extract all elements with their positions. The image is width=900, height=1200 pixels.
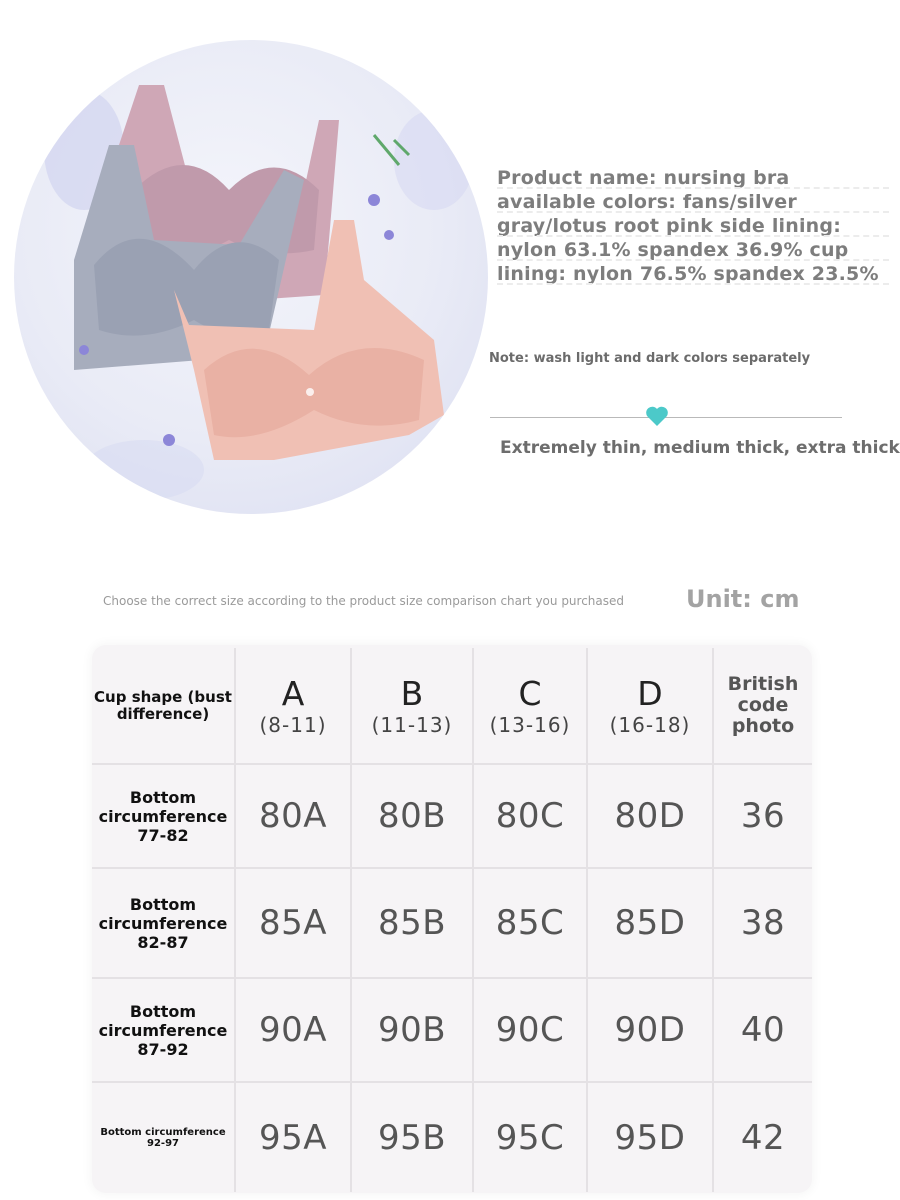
cup-letter: A [281,673,305,713]
british-size-cell: 40 [713,978,812,1082]
table-row [92,978,812,1082]
size-table [92,648,812,1192]
size-cell: 90C [473,978,587,1082]
info-line: available colors: fans/silver [497,190,897,214]
size-cell: 85B [351,868,473,978]
info-line: Product name: nursing bra [497,166,897,190]
size-cell: 80D [587,764,713,868]
cup-range: (8-11) [259,712,327,737]
unit-label: Unit: cm [686,585,800,613]
product-photo [14,40,488,514]
size-cell: 80A [235,764,351,868]
cup-letter: D [637,673,663,713]
cup-range: (16-18) [609,712,691,737]
product-info [497,166,897,286]
size-cell: 85C [473,868,587,978]
info-line: lining: nylon 76.5% spandex 23.5% [497,262,897,286]
size-cell: 95B [351,1082,473,1192]
row-label: Bottom circumference 82-87 [92,868,235,978]
size-cell: 80B [351,764,473,868]
size-cell: 95D [587,1082,713,1192]
cup-letter: C [518,673,542,713]
size-cell: 80C [473,764,587,868]
cup-header-b [351,648,473,764]
heart-icon [645,405,669,427]
row-label: Bottom circumference 87-92 [92,978,235,1082]
table-row [92,868,812,978]
size-cell: 85A [235,868,351,978]
size-chart-hint: Choose the correct size according to the product size comparison chart you purchased [103,594,625,608]
info-line: gray/lotus root pink side lining: [497,214,897,238]
cup-shape-header: Cup shape (bust difference) [92,648,235,764]
table-row [92,1082,812,1192]
thickness-options: Extremely thin, medium thick, extra thick [500,438,900,458]
row-label: Bottom circumference 77-82 [92,764,235,868]
cup-header-d [587,648,713,764]
row-label: Bottom circumference 92-97 [92,1082,235,1192]
size-cell: 90B [351,978,473,1082]
size-cell: 95A [235,1082,351,1192]
wash-note: Note: wash light and dark colors separately [489,351,811,366]
cup-range: (13-16) [489,712,571,737]
size-cell: 90D [587,978,713,1082]
cup-header-a [235,648,351,764]
table-row [92,764,812,868]
nursing-bra-illustration [14,40,488,514]
british-size-cell: 38 [713,868,812,978]
british-size-cell: 36 [713,764,812,868]
table-header-row [92,648,812,764]
british-code-header: British code photo [713,648,812,764]
cup-range: (11-13) [371,712,453,737]
info-line: nylon 63.1% spandex 36.9% cup [497,238,897,262]
size-cell: 90A [235,978,351,1082]
cup-header-c [473,648,587,764]
size-cell: 85D [587,868,713,978]
cup-letter: B [400,673,424,713]
british-size-cell: 42 [713,1082,812,1192]
size-cell: 95C [473,1082,587,1192]
